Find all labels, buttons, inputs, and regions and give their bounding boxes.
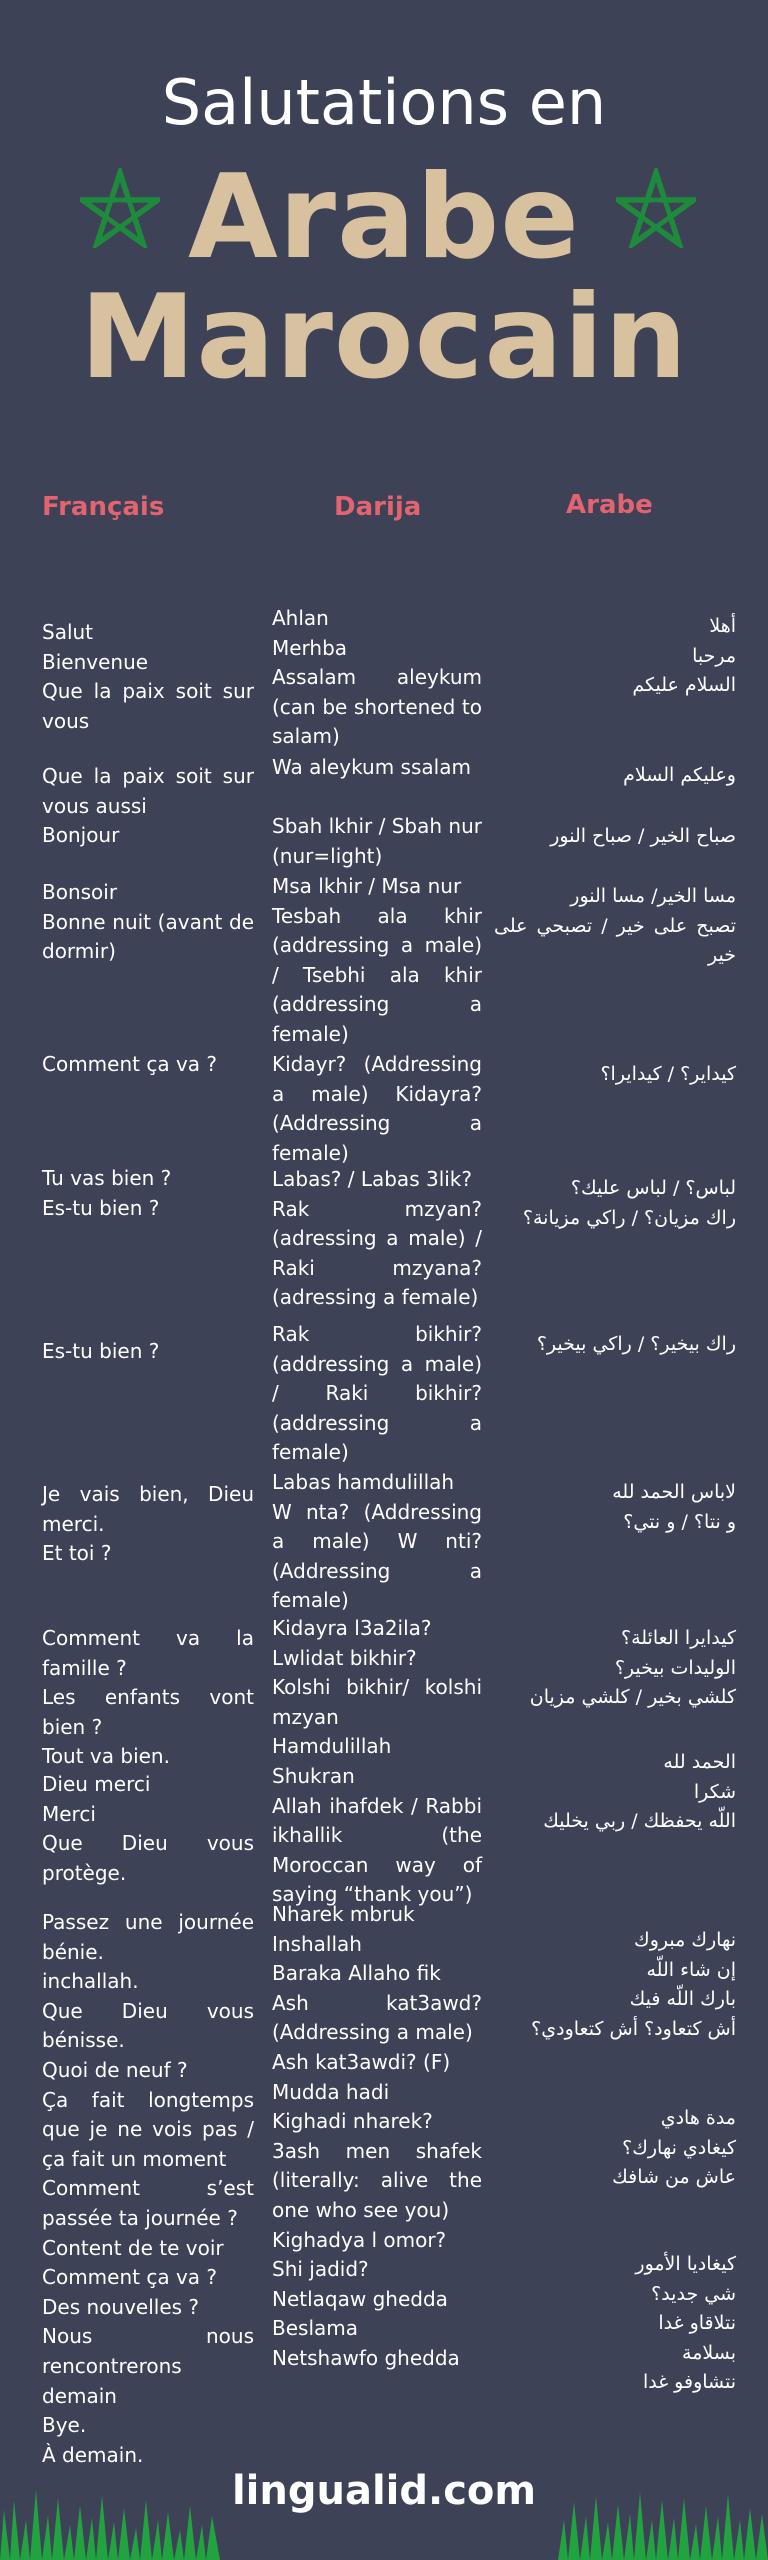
french-line: Passez une journée bénie.	[42, 1910, 254, 1964]
darija-line: Wa aleykum ssalam	[272, 755, 471, 779]
darija-line: Beslama	[272, 2316, 358, 2341]
arabic-line: أش كتعاود؟ أش كتعاودي؟	[531, 2017, 736, 2040]
arabic-line: كيدايرا العائلة؟	[621, 1627, 736, 1649]
arabic-line: نتشاوفو غدا	[642, 2371, 736, 2394]
header-arabic: Arabe	[566, 490, 653, 520]
title-line-2: Arabe	[188, 150, 580, 285]
darija-block	[272, 1900, 482, 2374]
french-line: À demain.	[42, 2442, 144, 2467]
arabic-line: بسلامة	[682, 2341, 736, 2364]
french-line: Es-tu bien ?	[42, 1339, 160, 1363]
french-line: Salut	[42, 620, 94, 644]
arabic-line: راك بيخير؟ / راكي بيخير؟	[536, 1333, 736, 1355]
darija-line: Ash kat3awd? (Addressing a male)	[272, 1990, 482, 2045]
french-line: Bonjour	[42, 823, 120, 847]
french-line: Que Dieu vous bénisse.	[42, 1998, 254, 2053]
arabic-line: شكرا	[693, 1780, 736, 1803]
french-line: Bonne nuit (avant de dormir)	[42, 909, 254, 964]
arabic-line: مرحبا	[692, 644, 736, 667]
french-block	[42, 1337, 254, 1367]
arabic-line: نتلاقاو غدا	[658, 2312, 736, 2335]
french-line: Quoi de neuf ?	[42, 2057, 188, 2082]
arabic-line: مسا الخير/ مسا النور	[570, 885, 736, 907]
french-line: Es-tu bien ?	[42, 1195, 160, 1220]
darija-line: Allah ihafdek / Rabbi ikhallik (the Moroccan way of saying “thank you”)	[272, 1793, 482, 1907]
arabic-block	[494, 1926, 736, 2044]
darija-line: Lwlidat bikhir?	[272, 1645, 417, 1670]
darija-line: Assalam aleykum (can be shortened to salam)	[272, 665, 482, 749]
french-line: Content de te voir	[42, 2235, 224, 2260]
french-line: Dieu merci	[42, 1772, 151, 1796]
darija-block	[272, 1468, 482, 1616]
french-line: Nous nous rencontrerons demain	[42, 2324, 254, 2408]
french-line: Comment s’est passée ta journée ?	[42, 2176, 254, 2230]
darija-line: Kidayra l3a2ila?	[272, 1616, 432, 1640]
french-line: Tu vas bien ?	[42, 1166, 172, 1190]
darija-line: Inshallah	[272, 1931, 362, 1956]
darija-line: Hamdulillah	[272, 1734, 392, 1759]
arabic-block	[494, 761, 736, 791]
title-line-1: Salutations en	[161, 66, 607, 139]
darija-line: 3ash men shafek (literally: alive the one who see you)	[272, 2138, 482, 2222]
darija-line: Labas? / Labas 3lik?	[272, 1167, 472, 1191]
french-block	[42, 762, 254, 821]
darija-line: Ash kat3awdi? (F)	[272, 2049, 451, 2074]
arabic-line: الحمد لله	[663, 1751, 736, 1773]
arabic-block	[494, 1174, 736, 1233]
french-line: Et toi ?	[42, 1541, 112, 1566]
darija-line: Netshawfo ghedda	[272, 2345, 460, 2370]
arabic-block	[494, 822, 736, 852]
moroccan-star-icon	[80, 168, 160, 248]
arabic-block	[494, 1748, 736, 1837]
french-block	[42, 1050, 254, 1080]
darija-line: Kolshi bikhir/ kolshi mzyan	[272, 1675, 482, 1729]
darija-block	[272, 753, 482, 783]
french-block	[42, 1770, 254, 1888]
arabic-line: السلام عليكم	[632, 674, 736, 697]
darija-block	[272, 1320, 482, 1468]
arabic-block	[494, 2250, 736, 2398]
french-line: Comment ça va ?	[42, 2265, 218, 2290]
french-block	[42, 1908, 254, 2470]
french-block	[42, 878, 254, 967]
french-line: Des nouvelles ?	[42, 2294, 200, 2319]
french-line: Comment va la famille ?	[42, 1626, 254, 1680]
darija-line: Kidayr? (Addressing a male) Kidayra? (Addressing a female)	[272, 1052, 482, 1165]
french-line: Bienvenue	[42, 649, 149, 674]
arabic-line: كيداير؟ / كيدايرا؟	[600, 1063, 736, 1085]
darija-block	[272, 1165, 482, 1313]
darija-block	[272, 812, 482, 871]
darija-line: Mudda hadi	[272, 2079, 390, 2104]
darija-block	[272, 604, 482, 752]
arabic-block	[494, 1478, 736, 1537]
arabic-line: وعليكم السلام	[623, 764, 736, 786]
arabic-block	[494, 882, 736, 971]
darija-line: Rak bikhir? (addressing a male) / Raki bikhir? (addressing a female)	[272, 1322, 482, 1465]
arabic-line: و نتا؟ / و نتي؟	[623, 1510, 736, 1533]
french-line: Bonsoir	[42, 880, 118, 904]
website-footer[interactable]: lingualid.com	[231, 2468, 537, 2514]
french-line: Que Dieu vous protège.	[42, 1831, 254, 1885]
french-line: Merci	[42, 1801, 96, 1826]
arabic-block	[494, 1624, 736, 1713]
arabic-line: مدة هادي	[660, 2107, 736, 2129]
darija-line: Kighadya l omor?	[272, 2227, 447, 2252]
darija-line: Labas hamdulillah	[272, 1470, 455, 1494]
arabic-line: كلشي بخير / كلشي مزيان	[529, 1686, 736, 1709]
arabic-block	[494, 1060, 736, 1090]
french-line: Bye.	[42, 2413, 87, 2438]
french-line: Les enfants vont bien ?	[42, 1685, 254, 1739]
darija-line: Msa lkhir / Msa nur	[272, 874, 462, 898]
arabic-line: إن شاء اللّه	[646, 1958, 736, 1981]
header-darija: Darija	[334, 492, 422, 522]
arabic-line: لاباس الحمد لله	[612, 1481, 736, 1503]
arabic-line: كيغادي نهارك؟	[622, 2136, 736, 2159]
darija-line: Nharek mbruk	[272, 1902, 415, 1926]
darija-line: Shukran	[272, 1763, 355, 1788]
french-line: Que la paix soit sur vous	[42, 679, 254, 733]
french-block	[42, 1624, 254, 1772]
arabic-block	[494, 612, 736, 701]
darija-line: Tesbah ala khir (addressing a male) / Tsebhi ala khir (addressing a female)	[272, 903, 482, 1046]
darija-line: Sbah lkhir / Sbah nur (nur=light)	[272, 814, 482, 868]
arabic-line: لباس؟ / لباس عليك؟	[570, 1177, 736, 1199]
arabic-line: شي جديد؟	[651, 2282, 736, 2305]
french-block	[42, 1164, 254, 1223]
arabic-line: كيغاديا الأمور	[635, 2253, 736, 2275]
arabic-line: الوليدات بيخير؟	[614, 1656, 736, 1679]
darija-block	[272, 1050, 482, 1168]
french-line: Tout va bien.	[42, 1744, 170, 1769]
darija-block	[272, 872, 482, 1050]
arabic-line: صباح الخير / صباح النور	[550, 825, 736, 847]
moroccan-star-icon	[616, 168, 696, 248]
darija-line: Netlaqaw ghedda	[272, 2286, 448, 2311]
darija-line: Merhba	[272, 635, 348, 660]
arabic-line: نهارك مبروك	[634, 1929, 736, 1951]
darija-line: Shi jadid?	[272, 2257, 369, 2282]
french-line: Ça fait longtemps que je ne vois pas / ça fait un moment	[42, 2087, 254, 2171]
darija-line: Rak mzyan? (adressing a male) / Raki mzyana? (adressing a female)	[272, 1196, 482, 1310]
arabic-line: اللّه يحفظك / ربي يخليك	[543, 1810, 736, 1833]
darija-line: Ahlan	[272, 606, 329, 630]
arabic-line: بارك اللّه فيك	[629, 1988, 736, 2011]
darija-line: Baraka Allaho fik	[272, 1961, 441, 1986]
arabic-line: تصبح على خير / تصبحي على خير	[494, 914, 736, 967]
arabic-block	[494, 1330, 736, 1360]
arabic-block	[494, 2104, 736, 2193]
french-line: Comment ça va ?	[42, 1052, 218, 1076]
arabic-line: عاش من شافك	[612, 2166, 736, 2189]
arabic-line: راك مزيان؟ / راكي مزيانة؟	[522, 1206, 736, 1229]
french-line: inchallah.	[42, 1969, 139, 1994]
title-line-3: Marocain	[80, 270, 688, 405]
darija-line: Kighadi nharek?	[272, 2109, 433, 2134]
header-french: Français	[42, 492, 165, 522]
french-line: Je vais bien, Dieu merci.	[42, 1482, 254, 1536]
darija-line: W nta? (Addressing a male) W nti? (Addressing a female)	[272, 1499, 482, 1613]
darija-block	[272, 1614, 482, 1910]
french-block	[42, 1480, 254, 1569]
french-line: Que la paix soit sur vous aussi	[42, 764, 254, 818]
french-block	[42, 618, 254, 736]
french-block	[42, 821, 254, 851]
arabic-line: أهلا	[709, 615, 736, 637]
